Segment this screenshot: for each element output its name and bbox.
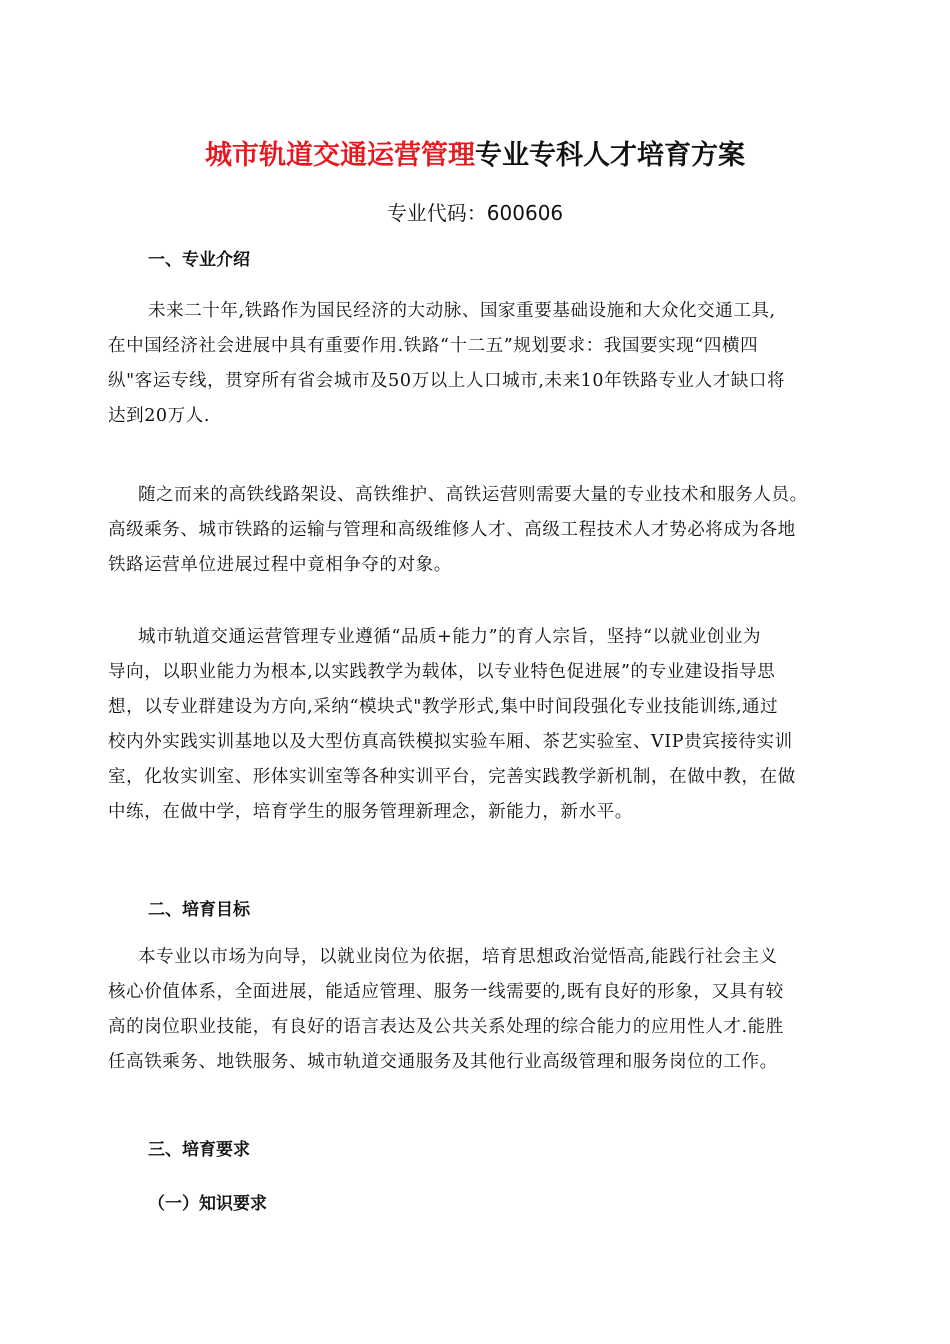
section-heading-requirements: 三、培育要求 bbox=[148, 1140, 250, 1160]
text-line: 未来二十年,铁路作为国民经济的大动脉、国家重要基础设施和大众化交通工具, bbox=[148, 301, 776, 321]
paragraph-goals bbox=[108, 940, 838, 1080]
text-line: 核心价值体系，全面进展，能适应管理、服务一线需要的,既有良好的形象，又具有较 bbox=[108, 982, 784, 1002]
subsection-heading-knowledge: （一）知识要求 bbox=[148, 1194, 267, 1214]
text-line: 本专业以市场为向导，以就业岗位为依据，培育思想政治觉悟高,能践行社会主义 bbox=[138, 947, 778, 967]
text-line: 导向，以职业能力为根本,以实践教学为载体，以专业特色促进展”的专业建设指导思 bbox=[108, 662, 776, 682]
document-title-rest: 专业专科人才培育方案 bbox=[475, 140, 745, 171]
text-line: 想，以专业群建设为方向,采纳“模块式"教学形式,集中时间段强化专业技能训练,通过 bbox=[108, 697, 779, 717]
text-line: 室，化妆实训室、形体实训室等各种实训平台，完善实践教学新机制，在做中教，在做 bbox=[108, 767, 796, 787]
text-line: 校内外实践实训基地以及大型仿真高铁模拟实验车厢、茶艺实验室、VIP贵宾接待实训 bbox=[108, 732, 793, 752]
text-line: 达到20万人. bbox=[108, 406, 211, 426]
text-line: 在中国经济社会进展中具有重要作用.铁路“十二五”规划要求：我国要实现“四横四 bbox=[108, 336, 759, 356]
paragraph-introduction-3 bbox=[108, 620, 838, 830]
document-title-major: 城市轨道交通运营管理 bbox=[205, 140, 475, 171]
text-line: 高级乘务、城市铁路的运输与管理和高级维修人才、高级工程技术人才势必将成为各地 bbox=[108, 520, 796, 540]
text-line: 高的岗位职业技能，有良好的语言表达及公共关系处理的综合能力的应用性人才.能胜 bbox=[108, 1017, 784, 1037]
document-title bbox=[0, 138, 950, 174]
section-heading-goals: 二、培育目标 bbox=[148, 900, 250, 920]
text-line: 任高铁乘务、地铁服务、城市轨道交通服务及其他行业高级管理和服务岗位的工作。 bbox=[108, 1052, 778, 1072]
text-line: 纵"客运专线，贯穿所有省会城市及50万以上人口城市,未来10年铁路专业人才缺口将 bbox=[108, 371, 786, 391]
paragraph-introduction-1 bbox=[108, 294, 838, 434]
major-code: 专业代码：600606 bbox=[386, 201, 564, 225]
text-line: 随之而来的高铁线路架设、高铁维护、高铁运营则需要大量的专业技术和服务人员。 bbox=[138, 485, 808, 505]
text-line: 铁路运营单位进展过程中竟相争夺的对象。 bbox=[108, 555, 452, 575]
paragraph-introduction-2 bbox=[108, 478, 838, 583]
section-heading-introduction: 一、专业介绍 bbox=[148, 250, 250, 270]
text-line: 城市轨道交通运营管理专业遵循“品质+能力”的育人宗旨，坚持“以就业创业为 bbox=[138, 627, 762, 647]
text-line: 中练，在做中学，培育学生的服务管理新理念，新能力，新水平。 bbox=[108, 802, 633, 822]
